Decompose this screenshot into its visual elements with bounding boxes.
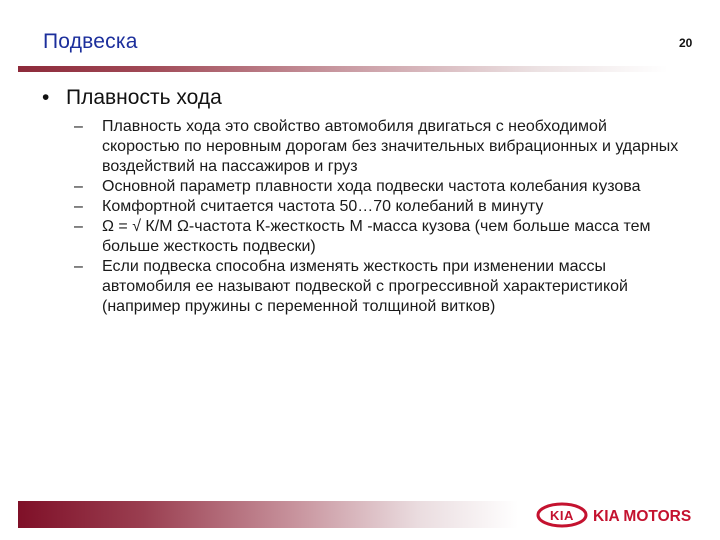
logo-wordmark: KIA MOTORS (593, 508, 692, 525)
main-bullet (42, 86, 222, 110)
sub-bullet-item (74, 117, 686, 177)
dash-marker: – (74, 198, 83, 215)
bullet-marker: • (42, 86, 50, 109)
dash-marker: – (74, 118, 83, 135)
footer-gradient-bar (18, 501, 518, 528)
sub-bullet-text: Основной параметр плавности хода подвески частота колебания кузова (102, 178, 641, 195)
sub-bullet-item (74, 197, 686, 217)
dash-marker: – (74, 178, 83, 195)
main-bullet-text: Плавность хода (66, 86, 222, 109)
logo-emblem-text: KIA (550, 508, 574, 523)
sub-bullet-text: Если подвеска способна изменять жесткость при изменении массы автомобиля ее называют подвеской с прогрессивной характеристикой (например пружины с переменной толщиной витков) (102, 258, 628, 315)
dash-marker: – (74, 258, 83, 275)
sub-bullet-text: Ω = √ К/М Ω-частота К-жесткость М -масса кузова (чем больше масса тем больше жесткость подвески) (102, 218, 651, 255)
sub-bullet-text: Комфортной считается частота 50…70 колебаний в минуту (102, 198, 544, 215)
slide-title: Подвеска (43, 30, 138, 53)
sub-bullet-item (74, 217, 686, 257)
sub-bullet-item (74, 177, 686, 197)
title-underline-gradient (18, 66, 668, 72)
sub-bullet-list (74, 117, 686, 317)
kia-motors-logo (536, 502, 706, 528)
sub-bullet-item (74, 257, 686, 317)
dash-marker: – (74, 218, 83, 235)
page-number: 20 (679, 36, 693, 50)
sub-bullet-text: Плавность хода это свойство автомобиля двигаться с необходимой скоростью по неровным дорогам без значительных вибрационных и ударных воздействий на пассажиров и груз (102, 118, 679, 175)
